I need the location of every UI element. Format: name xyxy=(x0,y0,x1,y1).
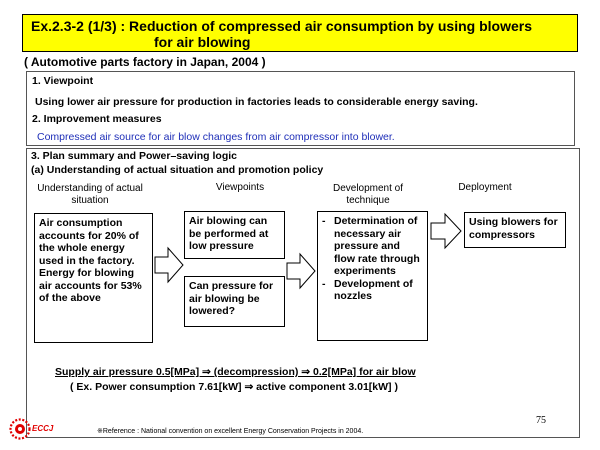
plan-subheading: (a) Understanding of actual situation and promotion policy xyxy=(31,164,324,176)
title-box xyxy=(22,14,578,52)
technique-item xyxy=(322,278,423,303)
page-number: 75 xyxy=(536,415,546,426)
power-example-line: ( Ex. Power consumption 7.61[kW] ⇒ active component 3.01[kW] ) xyxy=(70,381,398,393)
flow-arrow-icon xyxy=(430,212,462,250)
logo-text: ECCJ xyxy=(32,424,54,433)
viewpoint-box-1: Air blowing can be performed at low pressure xyxy=(184,211,285,259)
improvement-text: Compressed air source for air blow changes from air compressor into blower. xyxy=(37,131,395,143)
supply-pressure-line: Supply air pressure 0.5[MPa] ⇒ (decompression) ⇒ 0.2[MPa] for air blow xyxy=(55,366,416,378)
improvement-heading: 2. Improvement measures xyxy=(32,113,162,125)
column-header-viewpoints: Viewpoints xyxy=(215,182,265,193)
technique-item-text: Development of nozzles xyxy=(334,277,413,302)
flow-arrow-icon xyxy=(286,252,316,290)
column-header-technique: Development of technique xyxy=(332,183,404,206)
bullet-dash: - xyxy=(322,277,326,290)
subtitle: ( Automotive parts factory in Japan, 2004 ) xyxy=(24,55,266,69)
plan-heading: 3. Plan summary and Power–saving logic xyxy=(31,150,237,162)
reference-note: ※Reference : National convention on excellent Energy Conservation Projects in 2004. xyxy=(97,428,364,435)
page-title-line2: for air blowing xyxy=(154,34,251,50)
eccj-logo-icon xyxy=(9,418,31,440)
technique-item xyxy=(322,215,423,278)
column-header-situation: Understanding of actual situation xyxy=(37,183,143,206)
deployment-box: Using blowers for compressors xyxy=(464,212,566,248)
viewpoint-text: Using lower air pressure for production in factories leads to considerable energy saving. xyxy=(35,96,478,108)
situation-box: Air consumption accounts for 20% of the whole energy used in the factory. Energy for blowing air accounts for 53% of the above xyxy=(34,213,153,343)
viewpoint-box xyxy=(26,71,575,146)
technique-box xyxy=(317,211,428,341)
page-title: Ex.2.3-2 (1/3) : Reduction of compressed air consumption by using blowers xyxy=(31,18,532,34)
viewpoint-heading: 1. Viewpoint xyxy=(32,75,94,87)
bullet-dash: - xyxy=(322,215,326,227)
column-header-deployment: Deployment xyxy=(458,182,512,193)
technique-item-text: Determination of necessary air pressure and flow rate through experiments xyxy=(334,215,420,277)
viewpoint-box-2: Can pressure for air blowing be lowered? xyxy=(184,276,285,327)
flow-arrow-icon xyxy=(154,246,184,284)
